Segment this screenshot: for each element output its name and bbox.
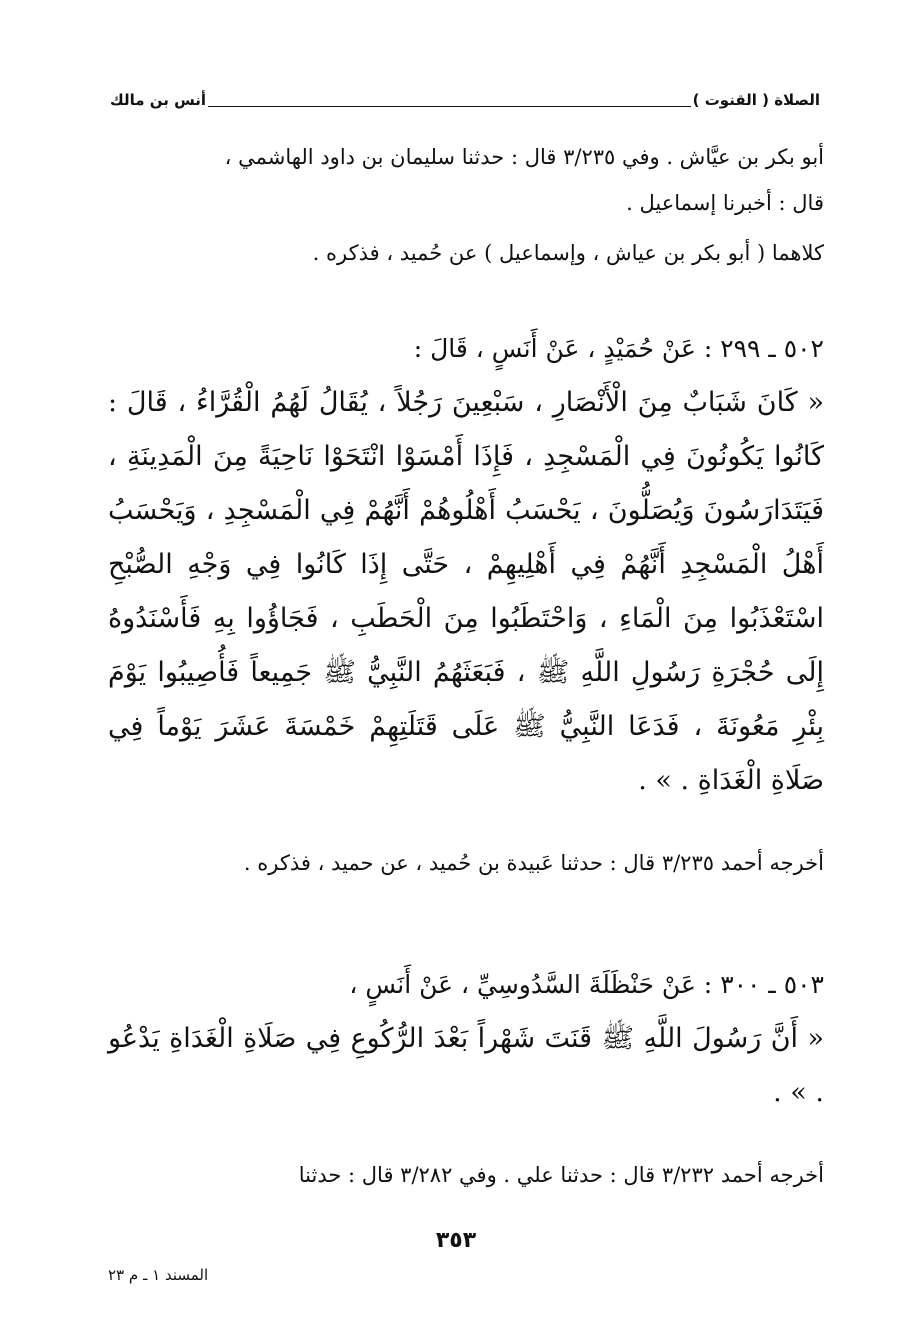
hadith-502-chain-text: ٥٠٢ ـ ٢٩٩ : عَنْ حُمَيْدٍ ، عَنْ أَنَسٍ ، قَالَ :: [413, 334, 824, 363]
intro-summary-text: كلاهما ( أبو بكر بن عياش ، وإسماعيل ) عن حُميد ، فذكره .: [312, 241, 824, 265]
hadith-502-text: [108, 376, 824, 808]
page-number: ٣٥٣: [435, 1228, 477, 1253]
hadith-503-chain-text: ٥٠٣ ـ ٣٠٠ : عَنْ حَنْظَلَةَ السَّدُوسِيِّ ، عَنْ أَنَسٍ ،: [349, 970, 824, 999]
header-section-title: أنس بن مالك: [110, 91, 207, 109]
hadith-503-chain: [108, 958, 874, 1011]
takhrij-503: [108, 1152, 824, 1198]
header-chapter-title: الصلاة ( القنوت ): [692, 91, 820, 109]
hadith-503-body: « أَنَّ رَسُولَ اللَّهِ ﷺ قَنَتَ شَهْراً بَعْدَ الرُّكُوعِ فِي صَلَاةِ الْغَدَاةِ يَدْعُو . » .: [108, 1023, 824, 1108]
intro-line: قال : أخبرنا إسماعيل .: [626, 191, 824, 215]
takhrij-503-text: أخرجه أحمد ٣/٢٣٢ قال : حدثنا علي . وفي ٣/٢٨٢ قال : حدثنا: [298, 1163, 824, 1187]
hadith-503-text: [108, 1012, 824, 1120]
hadith-502-chain: [108, 322, 874, 375]
intro-paragraph: [108, 134, 824, 226]
running-header: [110, 88, 820, 112]
takhrij-502-text: أخرجه أحمد ٣/٢٣٥ قال : حدثنا عَبيدة بن حُميد ، عن حميد ، فذكره .: [243, 851, 824, 875]
hadith-502-body: « كَانَ شَبَابٌ مِنَ الْأَنْصَارِ ، سَبْعِينَ رَجُلاً ، يُقَالُ لَهُمُ الْقُرَّاءُ ، قَالَ : كَانُوا يَكُونُونَ فِي الْمَسْجِدِ ، فَإِذَا أَمْسَوْا انْتَحَوْا نَاحِيَةً مِنَ الْمَدِينَةِ ، فَيَتَدَارَسُونَ وَيُصَلُّونَ ، يَحْسَبُ أَهْلُوهُمْ أَنَّهُمْ فِي الْمَسْجِدِ ، وَيَحْسَبُ أَهْلُ الْمَسْجِدِ أَنَّهُمْ فِي أَهْلِيهِمْ ، حَتَّى إِذَا كَانُوا فِي وَجْهِ الصُّبْحِ اسْتَعْذَبُوا مِنَ الْمَاءِ ، وَاحْتَطَبُوا مِنَ الْحَطَبِ ، فَجَاؤُوا بِهِ فَأَسْنَدُوهُ إِلَى حُجْرَةِ رَسُولِ اللَّهِ ﷺ ، فَبَعَثَهُمُ النَّبِيُّ ﷺ جَمِيعاً فَأُصِيبُوا يَوْمَ بِئْرِ مَعُونَةَ ، فَدَعَا النَّبِيُّ ﷺ عَلَى قَتَلَتِهِمْ خَمْسَةَ عَشَرَ يَوْماً فِي صَلَاةِ الْغَدَاةِ . » .: [108, 387, 824, 796]
takhrij-502: [108, 840, 824, 886]
intro-summary: [108, 230, 874, 276]
signature-footer: المسند ١ ـ م ٢٣: [108, 1266, 209, 1284]
header-rule: [208, 94, 691, 107]
intro-line: أبو بكر بن عيَّاش . وفي ٣/٢٣٥ قال : حدثنا سليمان بن داود الهاشمي ،: [224, 145, 824, 169]
